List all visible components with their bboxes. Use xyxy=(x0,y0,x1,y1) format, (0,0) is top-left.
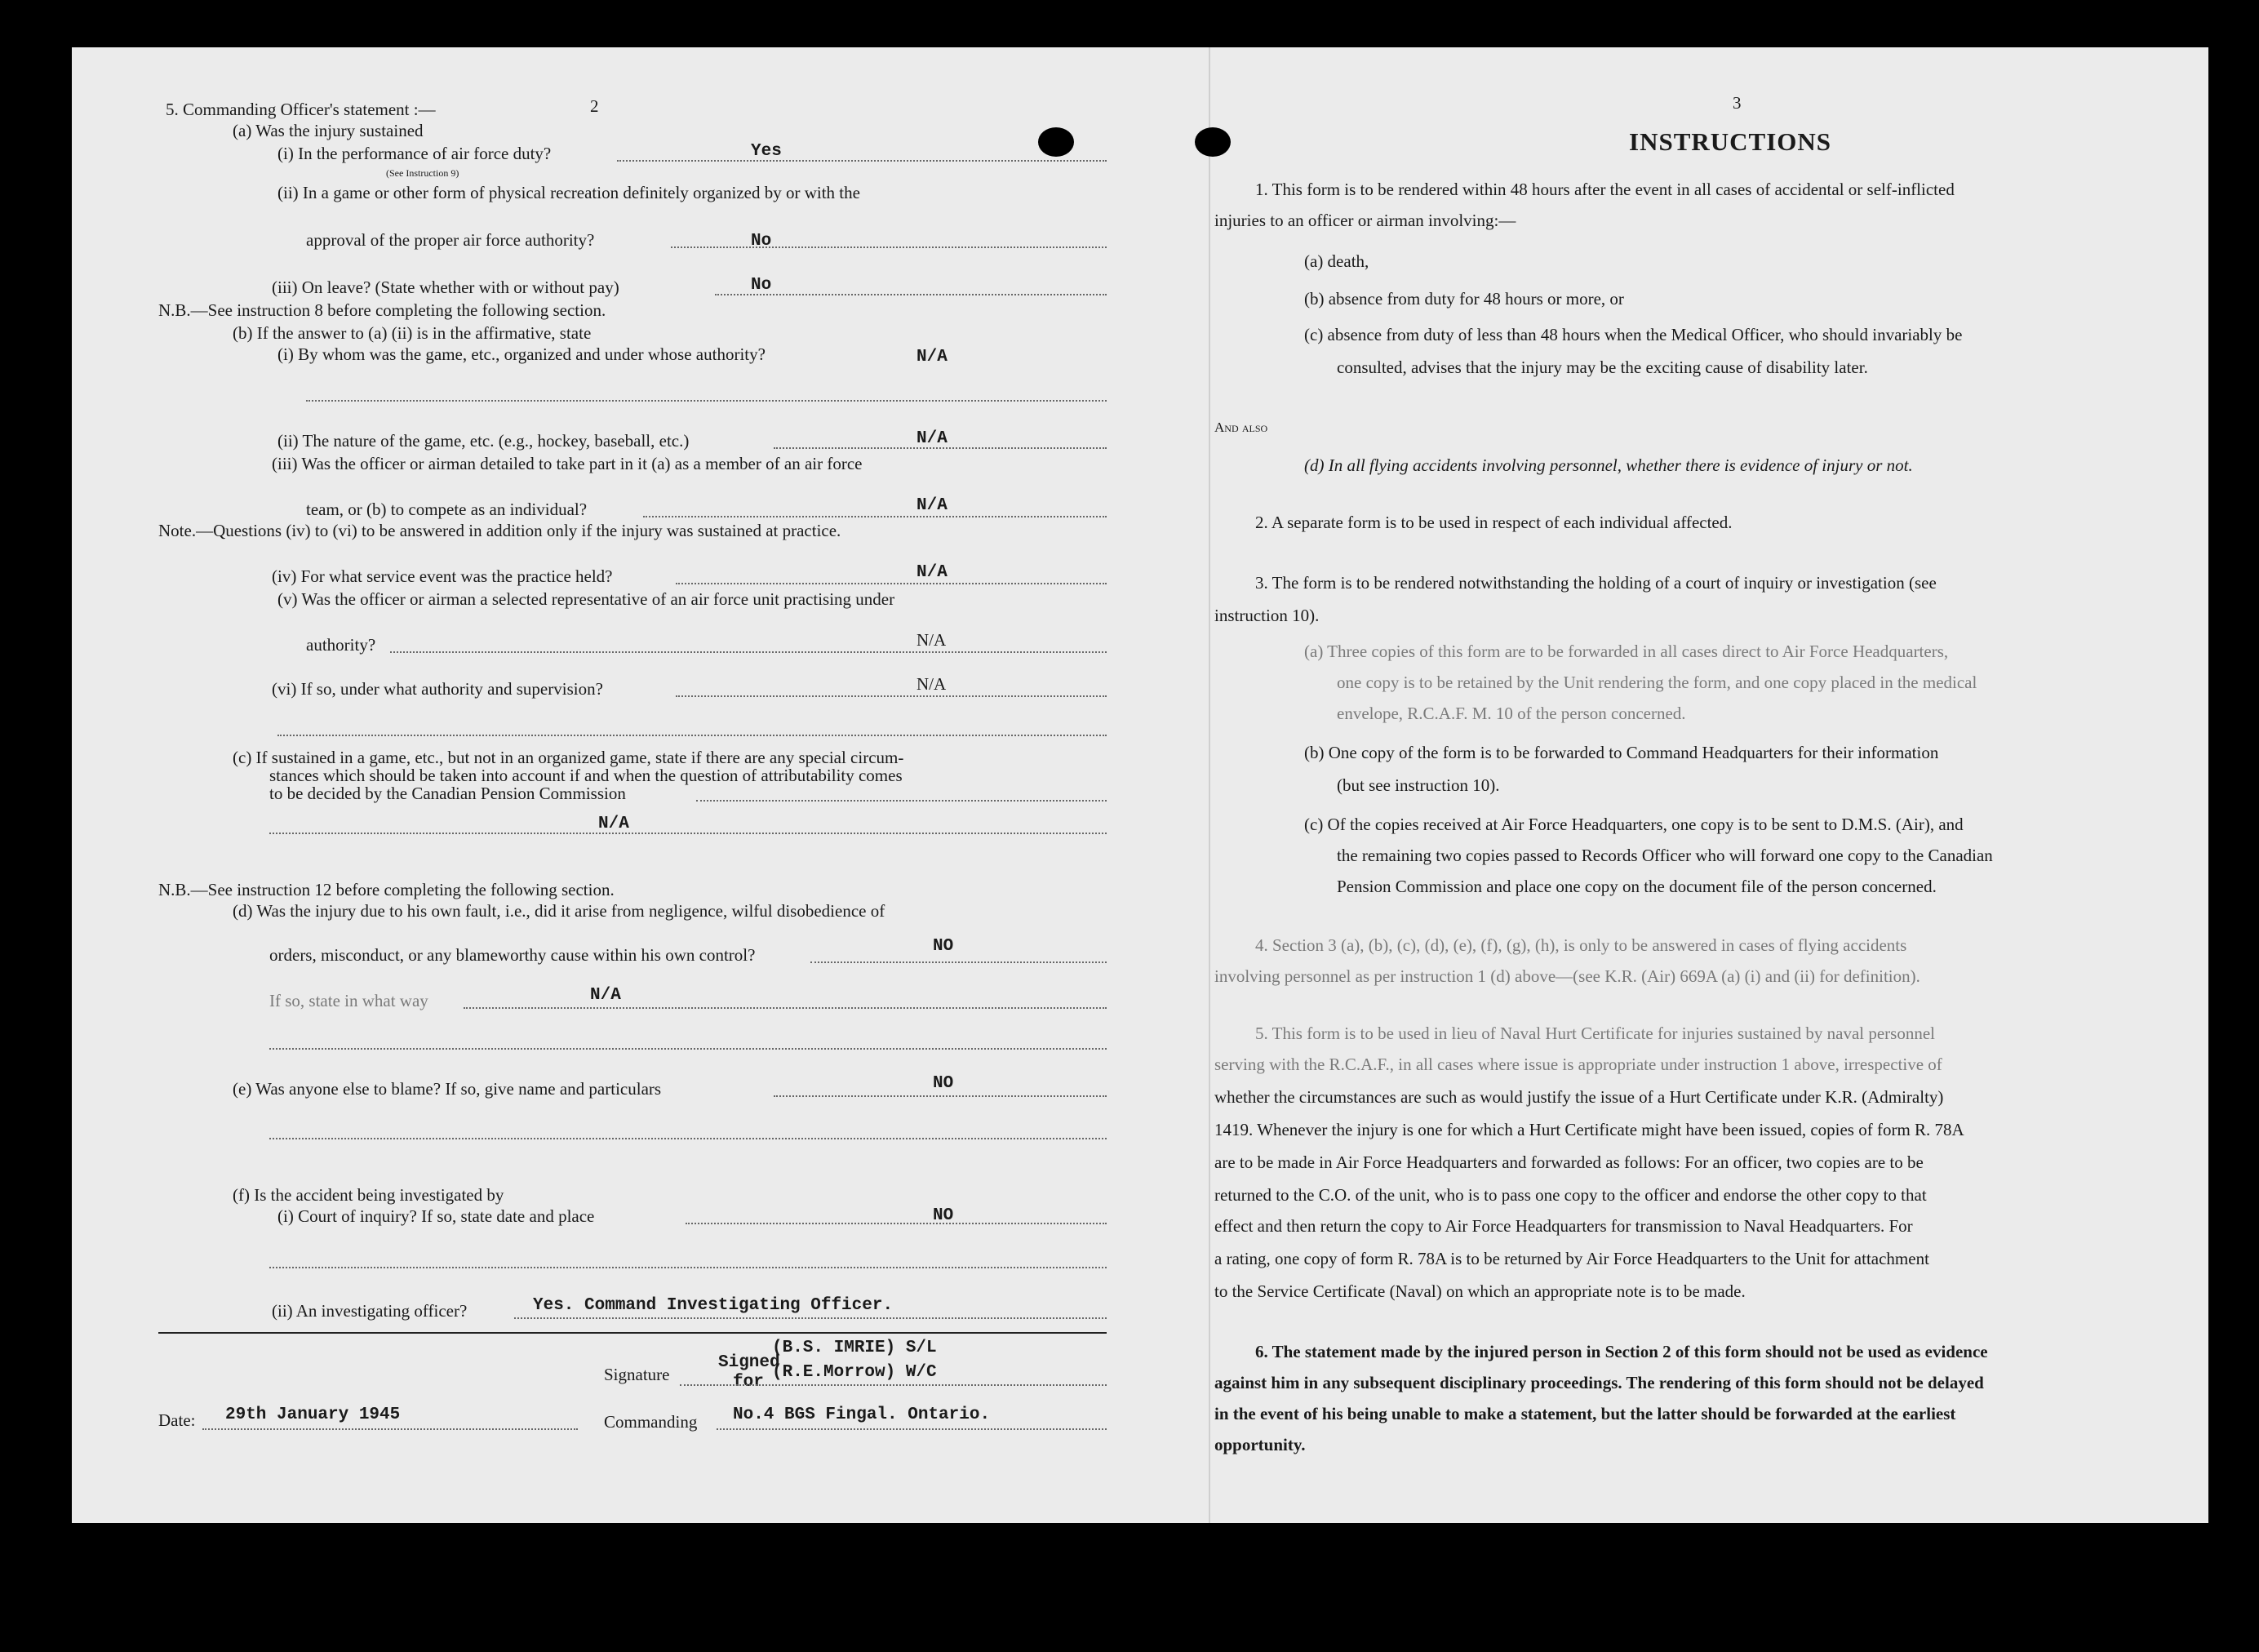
answer-a-iii: No xyxy=(751,276,772,295)
instruction-6-line-2: against him in any subsequent disciplinary proceedings. The rendering of this form should not be delayed xyxy=(1214,1373,1984,1392)
instruction-1-a: (a) death, xyxy=(1304,251,1369,271)
nb-instruction-8: N.B.—See instruction 8 before completing the following section. xyxy=(158,300,606,320)
signature-label: Signature xyxy=(604,1365,670,1384)
instructions-title: INSTRUCTIONS xyxy=(1629,127,1832,156)
instruction-4-line-1: 4. Section 3 (a), (b), (c), (d), (e), (f), (g), (h), is only to be answered in cases of flying accidents xyxy=(1255,935,1907,955)
answer-line xyxy=(514,1317,1107,1319)
instruction-6-line-4: opportunity. xyxy=(1214,1435,1306,1454)
question-d-line-1: (d) Was the injury due to his own fault, i.e., did it arise from negligence, wilful disobedience of xyxy=(233,901,885,921)
answer-b-i: N/A xyxy=(916,348,948,366)
question-a-ii-label-2: approval of the proper air force authority? xyxy=(306,230,595,250)
answer-line xyxy=(676,695,1107,697)
instruction-3-b-line-2: (but see instruction 10). xyxy=(1337,775,1500,795)
question-c-line-1: (c) If sustained in a game, etc., but not in an organized game, state if there are any special circum- xyxy=(233,748,904,767)
commanding-label: Commanding xyxy=(604,1412,698,1432)
instruction-1-c-line-1: (c) absence from duty of less than 48 hours when the Medical Officer, who should invariably be xyxy=(1304,325,1963,344)
question-c-line-3: to be decided by the Canadian Pension Commission xyxy=(269,784,626,803)
instruction-3-a-line-1: (a) Three copies of this form are to be forwarded in all cases direct to Air Force Headquarters, xyxy=(1304,642,1949,661)
answer-d: NO xyxy=(933,937,954,956)
instruction-5-line-8: a rating, one copy of form R. 78A is to be returned by Air Force Headquarters to the Unit for attachment xyxy=(1214,1249,1929,1268)
and-also: And also xyxy=(1214,420,1268,435)
instruction-1-b: (b) absence from duty for 48 hours or more, or xyxy=(1304,289,1624,309)
for-text: for xyxy=(733,1373,764,1392)
answer-e: NO xyxy=(933,1074,954,1093)
signature-line-2: (R.E.Morrow) W/C xyxy=(772,1363,937,1382)
left-page xyxy=(72,47,1206,1523)
commanding-value: No.4 BGS Fingal. Ontario. xyxy=(733,1406,991,1424)
instruction-1-line-1: 1. This form is to be rendered within 48 hours after the event in all cases of accidental or self-inflicted xyxy=(1255,180,1955,199)
question-f-ii-label: (ii) An investigating officer? xyxy=(272,1301,468,1321)
instruction-1-c-line-2: consulted, advises that the injury may be the exciting cause of disability later. xyxy=(1337,357,1868,377)
commanding-line xyxy=(717,1428,1107,1430)
answer-line xyxy=(269,1138,1107,1139)
question-b-iii-label-1: (iii) Was the officer or airman detailed to take part in it (a) as a member of an air force xyxy=(272,454,863,473)
instruction-3-line-2: instruction 10). xyxy=(1214,606,1320,625)
answer-b-iv: N/A xyxy=(916,563,948,582)
answer-line xyxy=(464,1007,1107,1009)
answer-b-v: N/A xyxy=(916,630,947,650)
document-sheet xyxy=(72,47,2208,1523)
question-a-i-label: (i) In the performance of air force duty? xyxy=(277,144,552,163)
nb-instruction-12: N.B.—See instruction 12 before completing the following section. xyxy=(158,880,615,899)
instruction-4-line-2: involving personnel as per instruction 1 (d) above—(see K.R. (Air) 669A (a) (i) and (ii) for definition). xyxy=(1214,966,1920,986)
instruction-5-line-7: effect and then return the copy to Air Force Headquarters for transmission to Naval Headquarters. For xyxy=(1214,1216,1913,1236)
answer-line xyxy=(269,1048,1107,1050)
page-number-left: 2 xyxy=(590,96,599,116)
answer-line xyxy=(617,160,1107,162)
signature-line xyxy=(680,1384,1107,1386)
instruction-1-d: (d) In all flying accidents involving personnel, whether there is evidence of injury or not. xyxy=(1304,455,1913,475)
note-practice: Note.—Questions (iv) to (vi) to be answered in addition only if the injury was sustained at practice. xyxy=(158,521,841,540)
instruction-6-line-3: in the event of his being unable to make a statement, but the latter should be forwarded at the earliest xyxy=(1214,1404,1956,1423)
instruction-5-line-4: 1419. Whenever the injury is one for which a Hurt Certificate might have been issued, copies of form R. 78A xyxy=(1214,1120,1964,1139)
answer-line xyxy=(715,294,1107,295)
question-b-heading: (b) If the answer to (a) (ii) is in the affirmative, state xyxy=(233,323,592,343)
answer-b-vi: N/A xyxy=(916,674,947,694)
instruction-3-c-line-3: Pension Commission and place one copy on the document file of the person concerned. xyxy=(1337,877,1937,896)
answer-f-i: NO xyxy=(933,1206,954,1225)
date-value: 29th January 1945 xyxy=(225,1406,401,1424)
answer-a-i: Yes xyxy=(751,142,782,161)
instruction-3-a-line-2: one copy is to be retained by the Unit rendering the form, and one copy placed in the medical xyxy=(1337,673,1977,692)
question-a-iii-label: (iii) On leave? (State whether with or without pay) xyxy=(272,278,619,297)
answer-line xyxy=(671,246,1107,248)
signature-line-1: (B.S. IMRIE) S/L xyxy=(772,1339,937,1357)
question-c-line-2: stances which should be taken into account if and when the question of attributability comes xyxy=(269,766,903,785)
question-f-i-label: (i) Court of inquiry? If so, state date and place xyxy=(277,1206,595,1226)
answer-line xyxy=(277,735,1107,736)
section-5-heading: 5. Commanding Officer's statement :— xyxy=(166,100,436,119)
page-fold xyxy=(1209,47,1210,1523)
question-e-label: (e) Was anyone else to blame? If so, give name and particulars xyxy=(233,1079,662,1099)
question-d-way-label: If so, state in what way xyxy=(269,991,428,1010)
answer-a-ii: No xyxy=(751,232,772,251)
question-d-line-2: orders, misconduct, or any blameworthy cause within his own control? xyxy=(269,945,756,965)
question-f-heading: (f) Is the accident being investigated by xyxy=(233,1185,504,1205)
answer-d-way: N/A xyxy=(590,986,621,1005)
question-a-ii-label-1: (ii) In a game or other form of physical recreation definitely organized by or with the xyxy=(277,183,860,202)
instruction-3-c-line-1: (c) Of the copies received at Air Force Headquarters, one copy is to be sent to D.M.S. (Air), and xyxy=(1304,815,1964,834)
instruction-5-line-5: are to be made in Air Force Headquarters and forwarded as follows: For an officer, two copies are to be xyxy=(1214,1152,1924,1172)
instruction-6-line-1: 6. The statement made by the injured person in Section 2 of this form should not be used as evidence xyxy=(1255,1342,1988,1361)
instruction-3-a-line-3: envelope, R.C.A.F. M. 10 of the person concerned. xyxy=(1337,704,1686,723)
answer-line xyxy=(676,583,1107,584)
signed-text: Signed xyxy=(718,1353,780,1372)
instruction-5-line-9: to the Service Certificate (Naval) on which an appropriate note is to be made. xyxy=(1214,1281,1746,1301)
question-b-iii-label-2: team, or (b) to compete as an individual? xyxy=(306,500,588,519)
instruction-5-line-2: serving with the R.C.A.F., in all cases where issue is appropriate under instruction 1 above, irrespective of xyxy=(1214,1055,1942,1074)
instruction-5-line-3: whether the circumstances are such as would justify the issue of a Hurt Certificate under K.R. (Admiralty) xyxy=(1214,1087,1944,1107)
answer-line xyxy=(643,516,1107,517)
answer-line xyxy=(686,1223,1107,1224)
instruction-3-line-1: 3. The form is to be rendered notwithstanding the holding of a court of inquiry or investigation (see xyxy=(1255,573,1937,593)
answer-line xyxy=(390,651,1107,653)
instruction-3-b-line-1: (b) One copy of the form is to be forwarded to Command Headquarters for their information xyxy=(1304,743,1939,762)
answer-line xyxy=(810,961,1107,963)
date-label: Date: xyxy=(158,1410,196,1430)
question-b-v-label-2: authority? xyxy=(306,635,376,655)
answer-line xyxy=(696,800,1107,802)
answer-b-ii: N/A xyxy=(916,429,948,448)
right-page xyxy=(1214,47,2208,1523)
answer-line xyxy=(269,1267,1107,1268)
question-b-ii-label: (ii) The nature of the game, etc. (e.g., hockey, baseball, etc.) xyxy=(277,431,690,451)
section-divider xyxy=(158,1332,1107,1334)
question-b-i-label: (i) By whom was the game, etc., organized and under whose authority? xyxy=(277,344,766,364)
instruction-5-line-6: returned to the C.O. of the unit, who is to pass one copy to the officer and endorse the other copy to that xyxy=(1214,1185,1927,1205)
question-b-vi-label: (vi) If so, under what authority and supervision? xyxy=(272,679,603,699)
question-b-iv-label: (iv) For what service event was the practice held? xyxy=(272,566,613,586)
question-a-i-note: (See Instruction 9) xyxy=(386,167,459,179)
question-b-v-label-1: (v) Was the officer or airman a selected representative of an air force unit practising under xyxy=(277,589,895,609)
answer-b-iii: N/A xyxy=(916,496,948,515)
answer-line xyxy=(774,1095,1107,1097)
question-a-heading: (a) Was the injury sustained xyxy=(233,121,424,140)
instruction-2: 2. A separate form is to be used in respect of each individual affected. xyxy=(1255,513,1733,532)
answer-f-ii: Yes. Command Investigating Officer. xyxy=(533,1296,894,1315)
instruction-5-line-1: 5. This form is to be used in lieu of Naval Hurt Certificate for injuries sustained by naval personnel xyxy=(1255,1024,1935,1043)
date-line xyxy=(202,1428,578,1430)
answer-line xyxy=(306,400,1107,402)
answer-c: N/A xyxy=(598,815,629,833)
answer-line xyxy=(269,833,1107,834)
instruction-3-c-line-2: the remaining two copies passed to Records Officer who will forward one copy to the Canadian xyxy=(1337,846,1993,865)
page-number-right: 3 xyxy=(1733,93,1742,113)
instruction-1-line-2: injuries to an officer or airman involving:— xyxy=(1214,211,1516,230)
